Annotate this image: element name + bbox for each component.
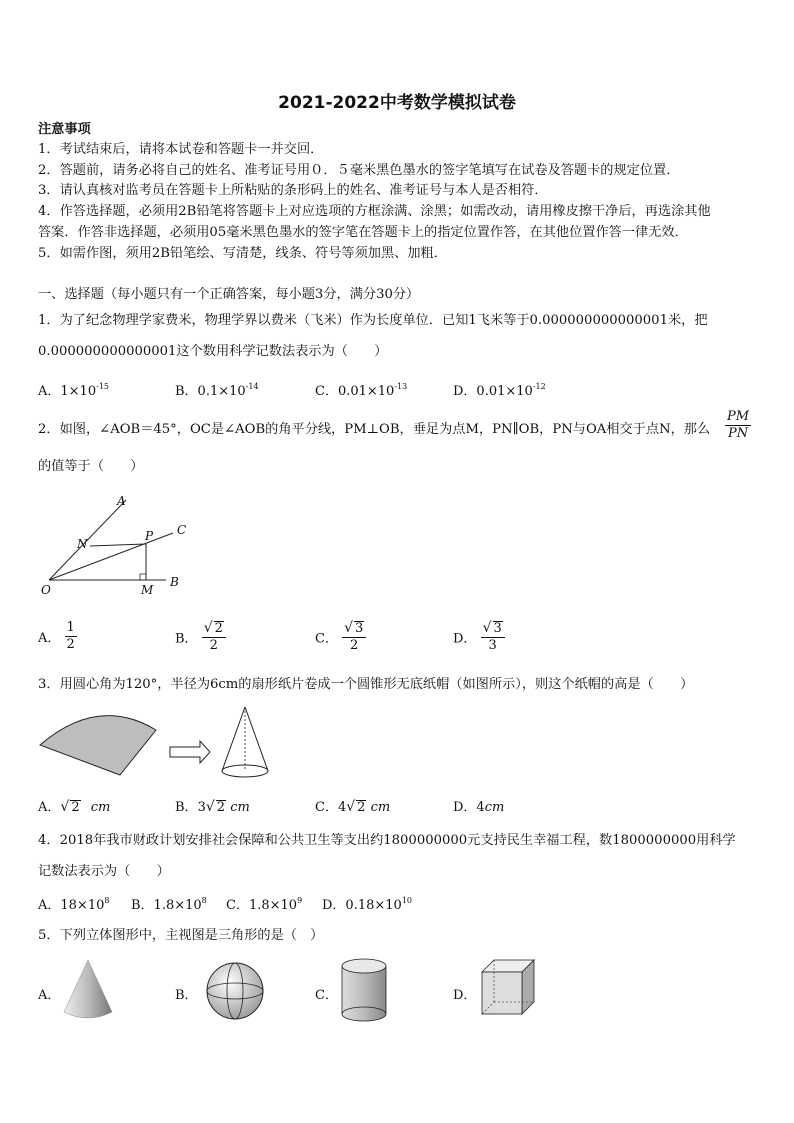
q2-option-c: C． $\frac{√ 3}{2}$ [315, 620, 366, 654]
q2-fraction: $\frac{PM}{PN}$ [727, 409, 750, 441]
q2-option-d: D． $\frac{√ 3}{3}$ [453, 620, 505, 654]
q5-option-d: D． [453, 988, 477, 1003]
q5-option-c: C． [315, 988, 338, 1003]
fig-label-m: M [141, 583, 154, 597]
sector-to-cone-figure [38, 705, 298, 785]
q2-option-b: B． $\frac{√ 2}{2}$ [175, 620, 226, 654]
cone-icon [60, 958, 116, 1022]
notice-item: 答案．作答非选择题，必须用05毫米黑色墨水的签字笔在答题卡上的指定位置作答，在其他位置作答一律无效． [38, 225, 688, 240]
q3-option-a: A．√ 2 cm [38, 799, 111, 815]
q2-stem: 2．如图，∠AOB＝45°，OC是∠AOB的角平分线，PM⊥OB，垂足为点M，PN∥OB，PN与OA相交于点N，那么 [38, 422, 711, 437]
q2-stem-2: 的值等于（ ） [38, 459, 144, 474]
fig-label-o: O [41, 583, 51, 597]
q1-stem-2: 0.000000000000001这个数用科学记数法表示为（ ） [38, 344, 388, 359]
q3-option-b: B．3√ 2 cm [175, 799, 250, 815]
section-heading: 一、选择题（每小题只有一个正确答案，每小题3分，满分30分） [38, 287, 420, 302]
notice-item: 3．请认真核对监考员在答题卡上所粘贴的条形码上的姓名、准考证号与本人是否相符． [38, 183, 548, 198]
notice-item: 5．如需作图，须用2B铅笔绘、写清楚，线条、符号等须加黑、加粗． [38, 246, 447, 261]
q5-stem: 5．下列立体图形中，主视图是三角形的是（ ） [38, 928, 324, 943]
q3-option-d: D．4cm [453, 800, 505, 815]
cylinder-icon [340, 958, 388, 1024]
q4-option-d: D．$0.18\times 10^{10}$ [322, 896, 412, 913]
cube-icon [478, 958, 538, 1018]
q1-option-d: D．$0.01\times 10^{-12}$ [453, 382, 546, 399]
q4-stem: 4．2018年我市财政计划安排社会保障和公共卫生等支出约1800000000元支持民生幸福工程，数1800000000用科学 [38, 833, 736, 848]
q3-option-c: C．4√ 2 cm [315, 799, 391, 815]
q1-option-a: A．$1\times 10^{-15}$ [38, 382, 109, 399]
sphere-icon [204, 960, 266, 1022]
q5-option-a: A． [38, 988, 61, 1003]
angle-figure [38, 490, 188, 600]
q5-option-b: B． [175, 988, 198, 1003]
q1-option-c: C．$0.01\times 10^{-13}$ [315, 382, 408, 399]
notice-item: 1．考试结束后，请将本试卷和答题卡一并交回． [38, 142, 324, 157]
q1-stem: 1．为了纪念物理学家费米，物理学界以费米（飞米）作为长度单位．已知1飞米等于0.000000000000001米，把 [38, 313, 708, 328]
fig-label-p: P [145, 529, 154, 543]
fig-label-b: B [170, 575, 179, 589]
q2-option-a: A． $\frac{1}{2}$ [38, 620, 75, 652]
q4-option-c: C．$1.8\times 10^9$ [226, 896, 303, 913]
q3-stem: 3．用圆心角为120°，半径为6cm的扇形纸片卷成一个圆锥形无底纸帽（如图所示），则这个纸帽的高是（ ） [38, 677, 694, 692]
page-title: 2021-2022中考数学模拟试卷 [278, 93, 516, 113]
q4-stem-2: 记数法表示为（ ） [38, 864, 170, 879]
notice-heading: 注意事项 [38, 122, 91, 137]
fig-label-n: N [77, 537, 88, 551]
fig-label-c: C [177, 523, 187, 537]
notice-item: 4．作答选择题，必须用2B铅笔将答题卡上对应选项的方框涂满、涂黑；如需改动，请用橡皮擦干净后，再选涂其他 [38, 204, 711, 219]
q4-option-a: A．$18\times 10^8$ [38, 896, 110, 913]
notice-item: 2．答题前，请务必将自己的姓名、准考证号用０．５毫米黑色墨水的签字笔填写在试卷及答题卡的规定位置． [38, 163, 680, 178]
fig-label-a: A [117, 494, 126, 508]
q1-option-b: B．$0.1\times 10^{-14}$ [175, 382, 259, 399]
q4-option-b: B．$1.8\times 10^8$ [131, 896, 207, 913]
